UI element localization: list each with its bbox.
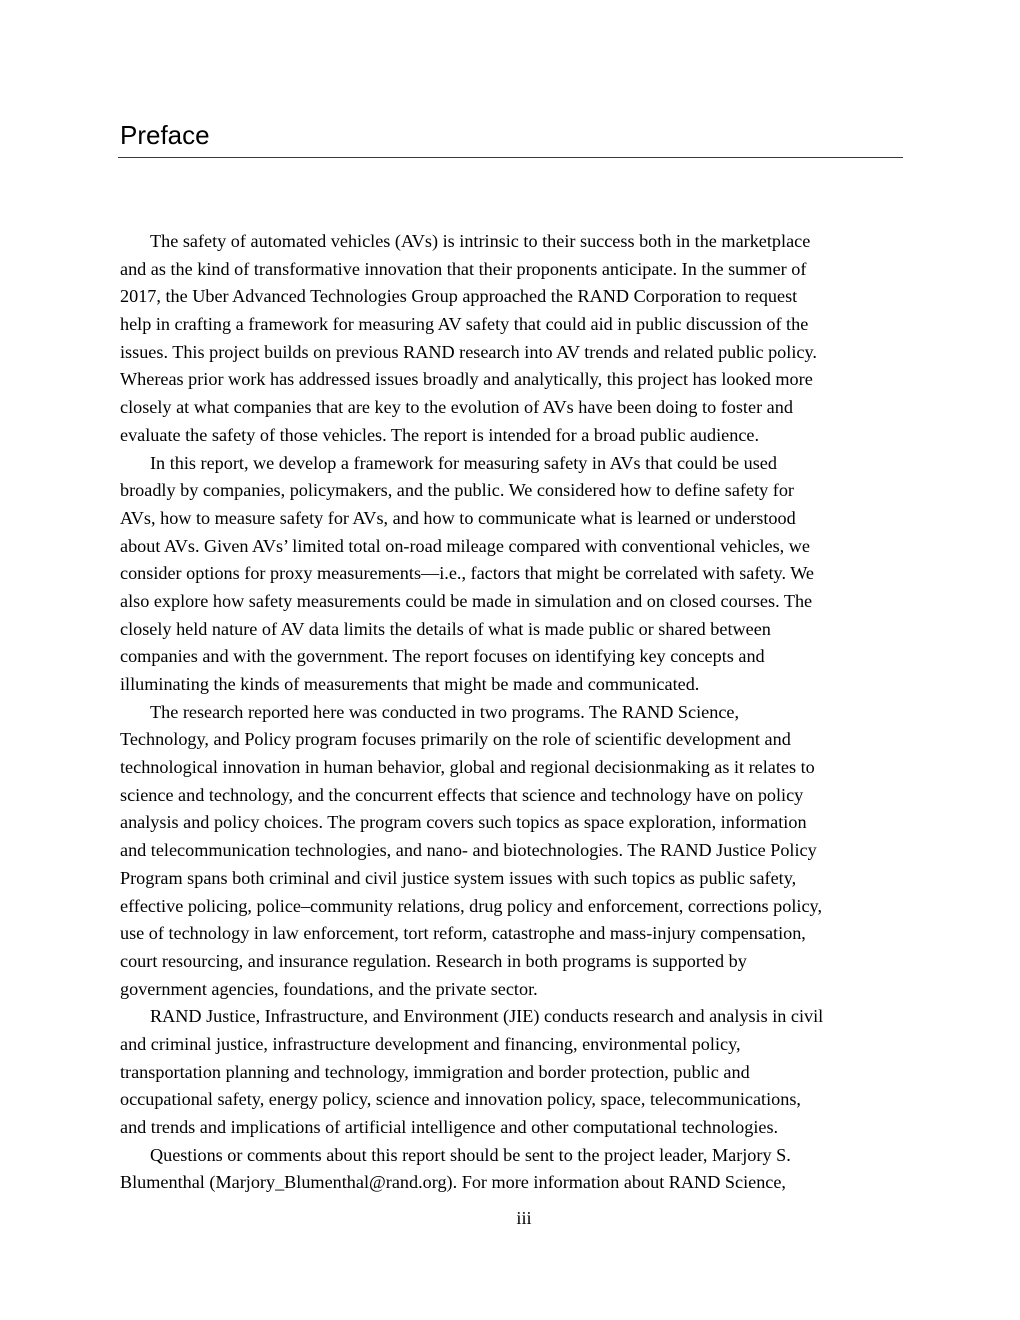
text-line: broadly by companies, policymakers, and the public. We considered how to define safety for <box>120 480 794 501</box>
text-line: The safety of automated vehicles (AVs) is intrinsic to their success both in the marketplace <box>150 231 811 251</box>
text-line: Whereas prior work has addressed issues broadly and analytically, this project has looked more <box>120 369 813 390</box>
text-line: Technology, and Policy program focuses primarily on the role of scientific development and <box>120 729 791 750</box>
paragraph <box>120 450 910 699</box>
text-line: In this report, we develop a framework for measuring safety in AVs that could be used <box>150 452 777 473</box>
text-line: analysis and policy choices. The program covers such topics as space exploration, information <box>120 812 807 833</box>
page-number: iii <box>516 1208 532 1228</box>
text-line: evaluate the safety of those vehicles. The report is intended for a broad public audience. <box>120 424 760 445</box>
text-line: issues. This project builds on previous RAND research into AV trends and related public policy. <box>120 341 817 362</box>
text-line: consider options for proxy measurements—i.e., factors that might be correlated with safety. We <box>120 563 815 584</box>
text-line: 2017, the Uber Advanced Technologies Group approached the RAND Corporation to request <box>120 286 798 307</box>
paragraph <box>120 228 910 450</box>
text-line: science and technology, and the concurrent effects that science and technology have on policy <box>120 784 804 805</box>
text-line: occupational safety, energy policy, science and innovation policy, space, telecommunications, <box>120 1089 801 1110</box>
text-line: and telecommunication technologies, and nano- and biotechnologies. The RAND Justice Policy <box>120 840 817 861</box>
heading-divider <box>118 157 903 158</box>
text-line: RAND Justice, Infrastructure, and Environment (JIE) conducts research and analysis in civil <box>150 1006 824 1027</box>
text-line: transportation planning and technology, immigration and border protection, public and <box>120 1061 750 1082</box>
text-line: closely at what companies that are key to the evolution of AVs have been doing to foster and <box>120 397 793 418</box>
paragraph <box>120 699 910 1004</box>
text-line: and as the kind of transformative innovation that their proponents anticipate. In the summer of <box>120 258 807 279</box>
text-line: about AVs. Given AVs’ limited total on-road mileage compared with conventional vehicles, we <box>120 535 810 556</box>
text-line: help in crafting a framework for measuring AV safety that could aid in public discussion of the <box>120 314 809 335</box>
text-line: use of technology in law enforcement, tort reform, catastrophe and mass-injury compensation, <box>120 923 806 944</box>
text-line: Questions or comments about this report should be sent to the project leader, Marjory S. <box>150 1144 791 1165</box>
text-line: illuminating the kinds of measurements that might be made and communicated. <box>120 674 700 694</box>
text-line: and criminal justice, infrastructure development and financing, environmental policy, <box>120 1033 741 1054</box>
text-line: The research reported here was conducted in two programs. The RAND Science, <box>150 701 740 722</box>
text-line: also explore how safety measurements could be made in simulation and on closed courses. The <box>120 590 813 611</box>
text-line: and trends and implications of artificial intelligence and other computational technologies. <box>120 1117 779 1137</box>
text-line: closely held nature of AV data limits the details of what is made public or shared between <box>120 618 771 639</box>
text-line: technological innovation in human behavior, global and regional decisionmaking as it relates to <box>120 757 815 778</box>
body-text <box>120 228 910 1197</box>
text-line: companies and with the government. The report focuses on identifying key concepts and <box>120 646 765 667</box>
paragraph <box>120 1142 910 1197</box>
text-line: Program spans both criminal and civil justice system issues with such topics as public safety, <box>120 867 797 888</box>
text-line: government agencies, foundations, and the private sector. <box>120 978 538 999</box>
paragraph <box>120 1003 910 1141</box>
text-line: effective policing, police–community relations, drug policy and enforcement, corrections policy, <box>120 895 823 916</box>
text-line: court resourcing, and insurance regulation. Research in both programs is supported by <box>120 950 747 971</box>
text-line: AVs, how to measure safety for AVs, and how to communicate what is learned or understood <box>120 507 796 528</box>
text-line: Blumenthal (Marjory_Blumenthal@rand.org). For more information about RAND Science, <box>120 1172 786 1193</box>
section-heading: Preface <box>120 120 210 150</box>
